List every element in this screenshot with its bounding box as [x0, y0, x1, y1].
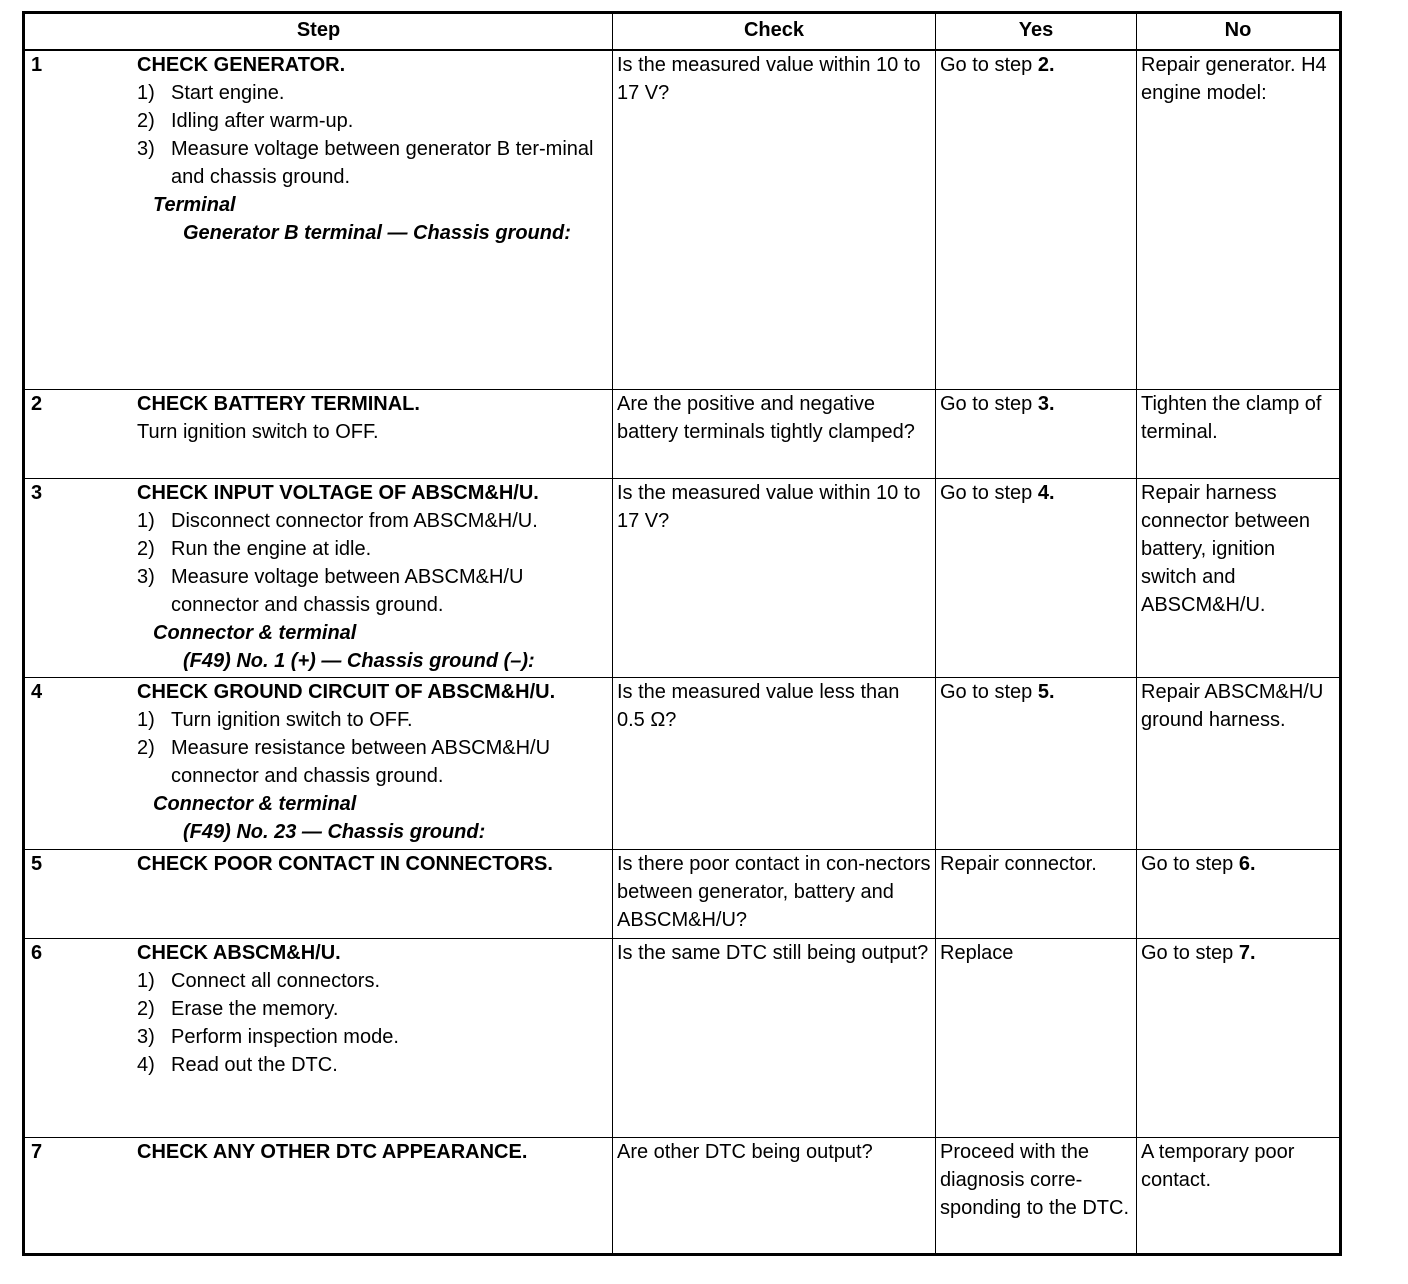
header-step: Step: [24, 13, 613, 51]
check-cell: Are the positive and negative battery terminals tightly clamped?: [613, 389, 936, 478]
step-body: [137, 678, 608, 846]
yes-text: Proceed with the diagnosis corre-sponding to the DTC.: [940, 1140, 1129, 1219]
step-item: [137, 563, 608, 619]
check-cell: Are other DTC being output?: [613, 1137, 936, 1254]
step-item-text: Connect all connectors.: [171, 969, 381, 992]
diagnostic-table: [22, 11, 1342, 1256]
spec-heading: Terminal: [153, 194, 236, 216]
spec-value: Generator B terminal — Chassis ground:: [183, 222, 571, 244]
no-text: A temporary poor contact.: [1141, 1140, 1295, 1191]
step-number: 2: [31, 392, 43, 415]
step-item-text: Read out the DTC.: [171, 1053, 338, 1076]
step-title: CHECK ABSCM&H/U.: [137, 941, 341, 964]
step-item-number: 1): [137, 82, 155, 104]
yes-step-ref: 3.: [1037, 392, 1055, 415]
spec-heading: Connector & terminal: [153, 621, 357, 644]
step-item-number: 1): [137, 708, 155, 731]
step-item-text: Idling after warm-up.: [171, 110, 354, 132]
check-cell: Is the measured value less than 0.5 Ω?: [613, 677, 936, 849]
no-cell: [1137, 50, 1341, 389]
table-row: [24, 677, 1341, 849]
step-number: 7: [31, 1140, 43, 1163]
step-item-text: Run the engine at idle.: [171, 537, 372, 560]
no-cell: [1137, 938, 1341, 1137]
step-cell: [24, 50, 613, 389]
yes-text: Go to step: [940, 54, 1038, 76]
step-item-number: 1): [137, 509, 155, 532]
step-body: [137, 850, 608, 878]
spec-heading: Connector & terminal: [153, 792, 357, 815]
step-cell: [24, 478, 613, 677]
step-cell: [24, 849, 613, 938]
step-item-number: 2): [137, 736, 155, 759]
step-item-text: Erase the memory.: [171, 997, 339, 1020]
yes-text: Replace: [940, 941, 1014, 964]
step-cell: [24, 389, 613, 478]
header-row: [24, 13, 1341, 51]
step-title: CHECK POOR CONTACT IN CONNECTORS.: [137, 852, 553, 875]
step-item: [137, 507, 608, 535]
step-item-text: Perform inspection mode.: [171, 1025, 399, 1048]
step-number: 6: [31, 941, 43, 964]
step-number: 5: [31, 852, 43, 875]
step-item: [137, 967, 608, 995]
step-item-text: Measure voltage between generator B ter-minal and chassis ground.: [171, 138, 594, 188]
step-item-text: Turn ignition switch to OFF.: [171, 708, 413, 731]
yes-text: Go to step: [940, 481, 1038, 504]
header-no: No: [1137, 13, 1341, 51]
step-item: [137, 535, 608, 563]
yes-cell: [936, 849, 1137, 938]
step-item-text: Disconnect connector from ABSCM&H/U.: [171, 509, 538, 532]
step-item-text: Start engine.: [171, 82, 285, 104]
no-cell: [1137, 1137, 1341, 1254]
step-body: [137, 390, 608, 446]
step-item-text: Measure resistance between ABSCM&H/U connector and chassis ground.: [171, 736, 551, 787]
no-cell: [1137, 478, 1341, 677]
yes-step-ref: 5.: [1037, 680, 1055, 703]
table-row: [24, 389, 1341, 478]
step-body: [137, 51, 608, 247]
step-item-number: 3): [137, 565, 155, 588]
no-text: Repair harness connector between battery, ignition switch and ABSCM&H/U.: [1141, 481, 1311, 616]
no-cell: [1137, 677, 1341, 849]
step-cell: [24, 1137, 613, 1254]
table-row: [24, 478, 1341, 677]
no-step-ref: 6.: [1238, 852, 1256, 875]
check-cell: Is the same DTC still being output?: [613, 938, 936, 1137]
yes-cell: [936, 938, 1137, 1137]
no-cell: [1137, 389, 1341, 478]
header-check: Check: [613, 13, 936, 51]
yes-text: Go to step: [940, 680, 1038, 703]
check-cell: Is there poor contact in con-nectors between generator, battery and ABSCM&H/U?: [613, 849, 936, 938]
table-row: [24, 50, 1341, 389]
step-cell: [24, 677, 613, 849]
table-row: [24, 849, 1341, 938]
step-number: 4: [31, 680, 43, 703]
step-item: [137, 1023, 608, 1051]
step-item-text: Measure voltage between ABSCM&H/U connector and chassis ground.: [171, 565, 524, 616]
step-item-number: 2): [137, 110, 155, 132]
yes-step-ref: 4.: [1037, 481, 1055, 504]
step-item-number: 3): [137, 1025, 155, 1048]
step-text: Turn ignition switch to OFF.: [137, 420, 379, 443]
step-item: [137, 706, 608, 734]
yes-cell: [936, 389, 1137, 478]
step-title: CHECK INPUT VOLTAGE OF ABSCM&H/U.: [137, 481, 539, 504]
yes-step-ref: 2.: [1037, 54, 1055, 76]
step-title: CHECK GENERATOR.: [137, 54, 346, 76]
check-cell: Is the measured value within 10 to 17 V?: [613, 478, 936, 677]
table-row: [24, 1137, 1341, 1254]
step-item-number: 3): [137, 138, 155, 160]
step-item: [137, 1051, 608, 1079]
spec-value: (F49) No. 23 — Chassis ground:: [183, 820, 486, 843]
yes-text: Go to step: [940, 392, 1038, 415]
no-text: Tighten the clamp of terminal.: [1141, 392, 1322, 443]
step-title: CHECK ANY OTHER DTC APPEARANCE.: [137, 1140, 528, 1163]
step-body: [137, 479, 608, 675]
step-number: 3: [31, 481, 43, 504]
step-body: [137, 1138, 608, 1166]
step-title: CHECK GROUND CIRCUIT OF ABSCM&H/U.: [137, 680, 556, 703]
step-item-number: 2): [137, 537, 155, 560]
yes-cell: [936, 1137, 1137, 1254]
step-item: [137, 79, 608, 107]
yes-cell: [936, 50, 1137, 389]
step-item-number: 4): [137, 1053, 155, 1076]
no-text: Repair ABSCM&H/U ground harness.: [1141, 680, 1324, 731]
no-text: Go to step: [1141, 852, 1239, 875]
yes-cell: [936, 677, 1137, 849]
spec-value: (F49) No. 1 (+) — Chassis ground (–):: [183, 649, 535, 672]
yes-cell: [936, 478, 1137, 677]
no-cell: [1137, 849, 1341, 938]
step-number: 1: [31, 54, 43, 76]
no-text: Repair generator. H4 engine model:: [1141, 54, 1327, 104]
no-text: Go to step: [1141, 941, 1239, 964]
step-title: CHECK BATTERY TERMINAL.: [137, 392, 420, 415]
step-item: [137, 734, 608, 790]
step-item: [137, 135, 608, 191]
step-item-number: 1): [137, 969, 155, 992]
no-step-ref: 7.: [1238, 941, 1256, 964]
check-cell: Is the measured value within 10 to 17 V?: [613, 50, 936, 389]
yes-text: Repair connector.: [940, 852, 1097, 875]
step-body: [137, 939, 608, 1079]
step-item-number: 2): [137, 997, 155, 1020]
step-item: [137, 107, 608, 135]
header-yes: Yes: [936, 13, 1137, 51]
step-cell: [24, 938, 613, 1137]
step-item: [137, 995, 608, 1023]
table-row: [24, 938, 1341, 1137]
